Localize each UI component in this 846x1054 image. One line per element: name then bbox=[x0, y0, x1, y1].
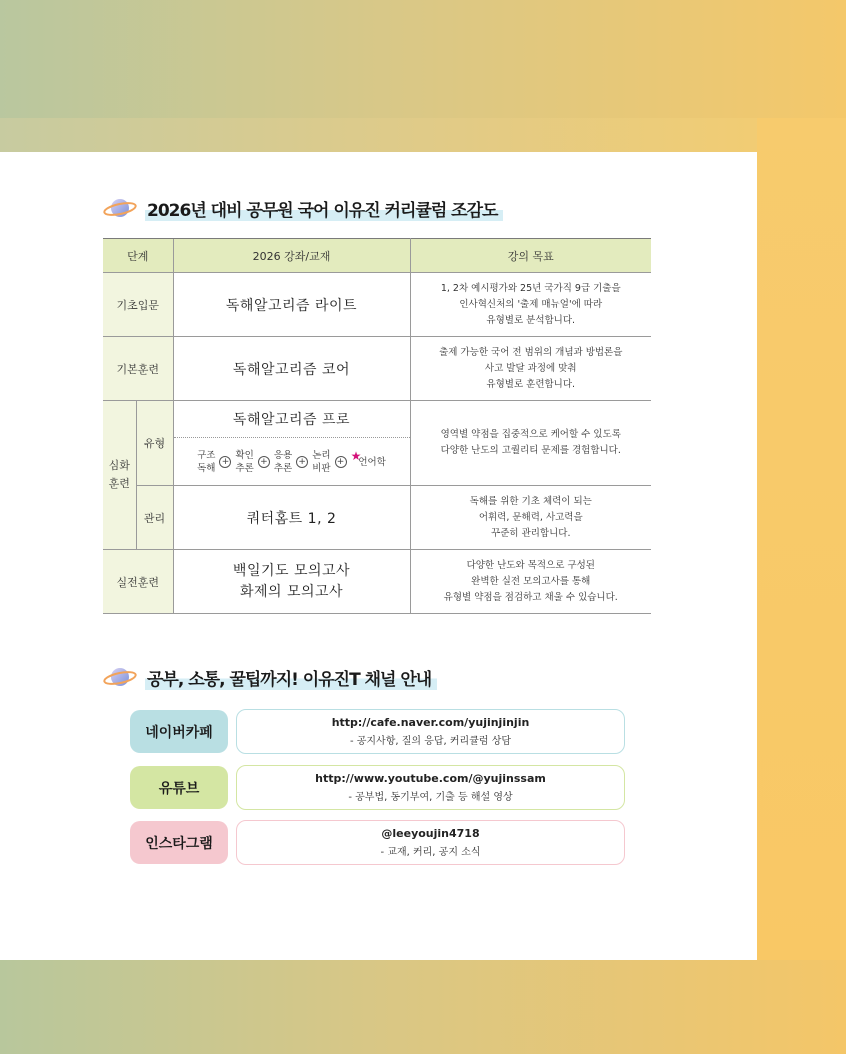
channel-desc: - 공지사항, 질의 응답, 커리큘럼 상담 bbox=[349, 736, 512, 747]
background-top-band bbox=[0, 118, 846, 152]
planet-icon bbox=[103, 195, 137, 221]
plus-icon: + bbox=[335, 456, 347, 468]
type-confirm: 확인 추론 bbox=[235, 449, 254, 474]
goal-foundation: 출제 가능한 국어 전 범위의 개념과 방법론을 사고 발달 과정에 맞춰 유형별로 훈련합니다. bbox=[410, 337, 651, 401]
channel-instagram bbox=[130, 820, 625, 865]
stage-basic: 기초입문 bbox=[103, 273, 173, 337]
section-title-channels bbox=[103, 664, 437, 690]
table-header-row bbox=[103, 239, 651, 273]
plus-icon: + bbox=[296, 456, 308, 468]
goal-basic: 1, 2차 예시평가와 25년 국가직 9급 기출을 인사혁신처의 '출제 매뉴얼'에 따라 유형별로 분석합니다. bbox=[410, 273, 651, 337]
star-icon: ★ bbox=[350, 448, 362, 463]
channel-youtube bbox=[130, 765, 625, 810]
channel-link-box[interactable] bbox=[236, 820, 625, 865]
book-foundation: 독해알고리즘 코어 bbox=[173, 337, 410, 401]
section-title-text: 2026년 대비 공무원 국어 이유진 커리큘럼 조감도 bbox=[145, 196, 503, 221]
table-row bbox=[103, 486, 651, 550]
section-title-curriculum bbox=[103, 195, 503, 221]
type-list bbox=[173, 438, 410, 486]
type-applied: 응용 추론 bbox=[273, 449, 293, 474]
stage-advanced: 심화 훈련 bbox=[103, 401, 136, 550]
sub-manage: 관리 bbox=[136, 486, 173, 550]
section-title-text: 공부, 소통, 꿀팁까지! 이유진T 채널 안내 bbox=[145, 665, 437, 690]
planet-icon bbox=[103, 664, 137, 690]
table-row bbox=[103, 550, 651, 614]
channel-url[interactable]: http://www.youtube.com/@yujinssam bbox=[315, 772, 546, 785]
header-course: 2026 강좌/교재 bbox=[173, 239, 410, 273]
channel-naver-cafe bbox=[130, 709, 625, 754]
background-bottom bbox=[0, 960, 846, 1054]
channel-name: 인스타그램 bbox=[130, 821, 228, 864]
plus-icon: + bbox=[258, 456, 270, 468]
table-row bbox=[103, 337, 651, 401]
book-manage: 쿼터홈트 1, 2 bbox=[173, 486, 410, 550]
book-practice: 백일기도 모의고사 화제의 모의고사 bbox=[173, 550, 410, 614]
type-linguistics: ★언어학 bbox=[350, 448, 386, 468]
table-row bbox=[103, 401, 651, 438]
stage-foundation: 기본훈련 bbox=[103, 337, 173, 401]
channel-desc: - 공부법, 동기부여, 기출 등 해설 영상 bbox=[348, 792, 513, 803]
goal-manage: 독해를 위한 기초 체력이 되는 어휘력, 문해력, 사고력을 꾸준히 관리합니다. bbox=[410, 486, 651, 550]
book-advanced: 독해알고리즘 프로 bbox=[173, 401, 410, 438]
type-logic: 논리 비판 bbox=[312, 449, 331, 474]
channel-link-box[interactable] bbox=[236, 709, 625, 754]
table-row bbox=[103, 273, 651, 337]
header-goal: 강의 목표 bbox=[410, 239, 651, 273]
channel-url[interactable]: http://cafe.naver.com/yujinjinjin bbox=[331, 716, 530, 729]
channel-name: 유튜브 bbox=[130, 766, 228, 809]
goal-advanced: 영역별 약점을 집중적으로 케어할 수 있도록 다양한 난도의 고퀄리티 문제를 경험합니다. bbox=[410, 401, 651, 486]
sub-type: 유형 bbox=[136, 401, 173, 486]
type-structure: 구조 독해 bbox=[197, 449, 216, 474]
header-stage: 단계 bbox=[103, 239, 173, 273]
channel-url[interactable]: @leeyoujin4718 bbox=[381, 827, 480, 840]
stage-practice: 실전훈련 bbox=[103, 550, 173, 614]
channel-desc: - 교재, 커리, 공지 소식 bbox=[380, 847, 481, 858]
channel-name: 네이버카페 bbox=[130, 710, 228, 753]
channel-link-box[interactable] bbox=[236, 765, 625, 810]
goal-practice: 다양한 난도와 목적으로 구성된 완벽한 실전 모의고사를 통해 유형별 약점을 점검하고 채울 수 있습니다. bbox=[410, 550, 651, 614]
book-basic: 독해알고리즘 라이트 bbox=[173, 273, 410, 337]
plus-icon: + bbox=[219, 456, 231, 468]
background-right bbox=[757, 118, 846, 960]
curriculum-table bbox=[103, 238, 651, 614]
